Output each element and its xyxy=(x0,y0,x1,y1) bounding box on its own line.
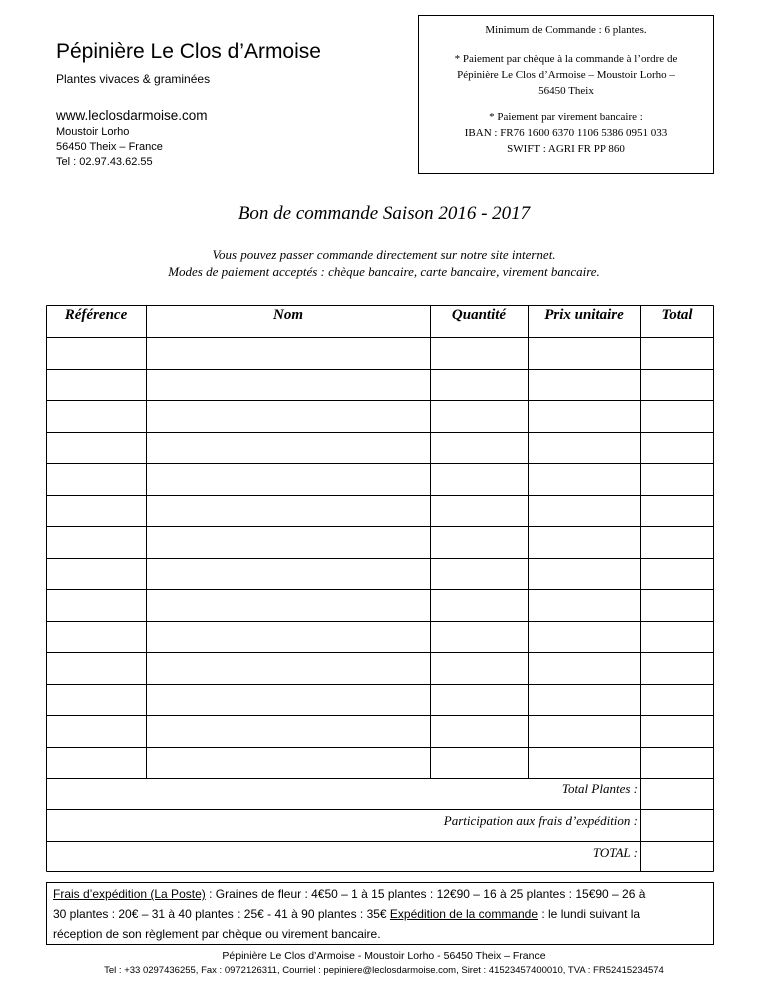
swift-text: SWIFT : AGRI FR PP 860 xyxy=(507,143,625,155)
footer-address: Pépinière Le Clos d’Armoise - Moustoir Lorho - 56450 Theix – France xyxy=(222,950,546,962)
column-header-name: Nom xyxy=(273,307,303,323)
minimum-order-text: Minimum de Commande : 6 plantes. xyxy=(485,24,647,36)
shipping-line-2 xyxy=(53,907,640,921)
footer-contact: Tel : +33 0297436255, Fax : 0972126311, Courriel : pepiniere@leclosdarmoise.com, Siret : 41523457400010, TVA : FR52415234574 xyxy=(104,965,664,976)
order-table xyxy=(46,305,714,872)
column-header-quantity: Quantité xyxy=(451,307,507,323)
payment-cheque-text: 56450 Theix xyxy=(538,85,594,97)
shipping-dispatch-text: : le lundi suivant la xyxy=(538,907,641,921)
phone-line: Tel : 02.97.43.62.55 xyxy=(56,156,153,168)
shipping-line-1 xyxy=(53,887,645,901)
iban-text: IBAN : FR76 1600 6370 1106 5386 0951 033 xyxy=(464,127,668,139)
shipping-line-3: réception de son règlement par chèque ou virement bancaire. xyxy=(53,927,381,941)
shipping-participation-label: Participation aux frais d’expédition : xyxy=(443,813,638,828)
company-website[interactable]: www.leclosdarmoise.com xyxy=(56,108,208,123)
form-subtitle: Modes de paiement acceptés : chèque bancaire, carte bancaire, virement bancaire. xyxy=(168,264,600,279)
address-line: Moustoir Lorho xyxy=(56,126,130,138)
company-name: Pépinière Le Clos d’Armoise xyxy=(56,40,321,63)
shipping-rates: : Graines de fleur : 4€50 – 1 à 15 plantes : 12€90 – 16 à 25 plantes : 15€90 – 26 à xyxy=(205,887,646,901)
payment-cheque-text: Pépinière Le Clos d’Armoise – Moustoir Lorho – xyxy=(457,69,675,81)
address-line: 56450 Theix – France xyxy=(56,141,163,153)
shipping-dispatch-title: Expédition de la commande xyxy=(389,907,539,921)
form-subtitle: Vous pouvez passer commande directement sur notre site internet. xyxy=(212,247,556,262)
shipping-title: Frais d’expédition (La Poste) xyxy=(53,887,206,901)
column-header-total: Total xyxy=(661,307,693,323)
grand-total-label: TOTAL : xyxy=(592,845,638,860)
form-title: Bon de commande Saison 2016 - 2017 xyxy=(237,203,531,224)
shipping-info-box xyxy=(46,882,714,945)
payment-cheque-text: * Paiement par chèque à la commande à l’ordre de xyxy=(454,53,678,65)
company-tagline: Plantes vivaces & graminées xyxy=(56,72,211,86)
payment-transfer-text: * Paiement par virement bancaire : xyxy=(489,111,643,123)
shipping-rates-cont: 30 plantes : 20€ – 31 à 40 plantes : 25€ - 41 à 90 plantes : 35€ xyxy=(53,907,390,921)
column-header-unit-price: Prix unitaire xyxy=(544,307,624,323)
payment-info-box xyxy=(418,15,714,174)
column-header-reference: Référence xyxy=(64,307,128,323)
total-plants-label: Total Plantes : xyxy=(561,781,638,796)
